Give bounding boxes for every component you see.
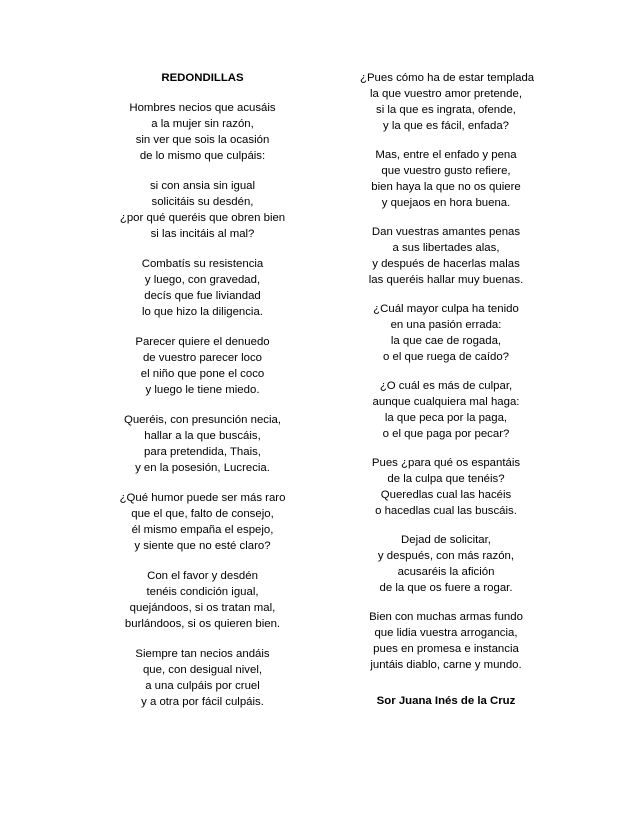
verse-line: ¿por qué queréis que obren bien — [119, 212, 286, 224]
verse-line: Pues ¿para qué os espantáis — [371, 457, 521, 469]
verse-line: y después, con más razón, — [377, 550, 515, 562]
left-stanza-list — [115, 100, 290, 710]
verse-line: acusaréis la afición — [397, 566, 495, 578]
left-column — [115, 70, 290, 710]
verse-line: y quejaos en hora buena. — [381, 197, 511, 209]
stanza — [360, 224, 532, 288]
verse-line: juntáis diablo, carne y mundo. — [370, 659, 522, 671]
verse-line: de la culpa que tenéis? — [387, 473, 505, 485]
stanza — [115, 490, 290, 554]
verse-line: a la mujer sin razón, — [151, 118, 254, 130]
stanza — [360, 147, 532, 211]
verse-line: y luego, con gravedad, — [144, 274, 261, 286]
verse-line: en una pasión errada: — [390, 319, 502, 331]
verse-line: Combatís su resistencia — [141, 258, 264, 270]
verse-line: de vuestro parecer loco — [142, 352, 263, 364]
verse-line: de lo mismo que culpáis: — [139, 150, 266, 162]
verse-line: tenéis condición igual, — [146, 586, 259, 598]
stanza — [360, 455, 532, 519]
verse-line: si la que es ingrata, ofende, — [376, 104, 516, 116]
verse-line: a una culpáis por cruel — [145, 680, 260, 692]
verse-line: quejándoos, si os tratan mal, — [129, 602, 276, 614]
verse-line: aunque cualquiera mal haga: — [372, 396, 520, 408]
verse-line: si con ansia sin igual — [149, 180, 256, 192]
stanza — [360, 70, 535, 134]
verse-line: que lidia vuestra arrogancia, — [374, 627, 518, 639]
verse-line: el niño que pone el coco — [140, 368, 265, 380]
verse-line: hallar a la que buscáis, — [144, 430, 261, 442]
verse-line: decís que fue liviandad — [144, 290, 261, 302]
verse-line: lo que hizo la diligencia. — [142, 306, 263, 318]
stanza — [115, 412, 290, 476]
stanza — [115, 100, 290, 164]
verse-line: pues en promesa e instancia — [373, 643, 519, 655]
verse-line: ¿Cuál mayor culpa ha tenido — [373, 303, 519, 315]
verse-line: y luego le tiene miedo. — [145, 384, 260, 396]
verse-line: Queréis, con presunción necia, — [123, 414, 282, 426]
stanza — [115, 178, 290, 242]
stanza — [360, 609, 532, 673]
verse-line: si las incitáis al mal? — [150, 228, 255, 240]
verse-line: o el que paga por pecar? — [382, 428, 510, 440]
right-stanza-list — [360, 70, 535, 673]
stanza — [115, 568, 290, 632]
verse-line: burlándoos, si os quieren bien. — [124, 618, 281, 630]
verse-line: Queredlas cual las hacéis — [380, 489, 512, 501]
verse-line: Parecer quiere el denuedo — [135, 336, 270, 348]
verse-line: que vuestro gusto refiere, — [381, 165, 511, 177]
verse-line: bien haya la que no os quiere — [371, 181, 521, 193]
verse-line: de la que os fuere a rogar. — [379, 582, 513, 594]
verse-line: él mismo empaña el espejo, — [131, 524, 274, 536]
verse-line: y a otra por fácil culpáis. — [141, 696, 264, 708]
verse-line: las queréis hallar muy buenas. — [368, 274, 524, 286]
verse-line: sin ver que sois la ocasión — [135, 134, 270, 146]
verse-line: a sus libertades alas, — [392, 242, 500, 254]
verse-line: ¿Qué humor puede ser más raro — [119, 492, 286, 504]
verse-line: Bien con muchas armas fundo — [369, 611, 523, 623]
verse-line: Dejad de solicitar, — [401, 534, 491, 546]
verse-line: y después de hacerlas malas — [372, 258, 520, 270]
verse-line: Siempre tan necios andáis — [135, 648, 270, 660]
verse-line: para pretendida, Thais, — [144, 446, 261, 458]
verse-line: Dan vuestras amantes penas — [371, 226, 521, 238]
right-column — [360, 70, 535, 709]
verse-line: la que cae de rogada, — [390, 335, 502, 347]
verse-line: la que peca por la paga, — [384, 412, 508, 424]
verse-line: o el que ruega de caído? — [382, 351, 510, 363]
verse-line: ¿Pues cómo ha de estar templada — [360, 72, 535, 84]
verse-line: Mas, entre el enfado y pena — [375, 149, 517, 161]
stanza — [115, 256, 290, 320]
stanza — [360, 378, 532, 442]
verse-line: Hombres necios que acusáis — [129, 102, 276, 114]
verse-line: y siente que no esté claro? — [134, 540, 271, 552]
verse-line: que el que, falto de consejo, — [131, 508, 274, 520]
stanza — [115, 646, 290, 710]
stanza — [360, 301, 532, 365]
verse-line: Con el favor y desdén — [147, 570, 258, 582]
verse-line: y en la posesión, Lucrecia. — [135, 462, 270, 474]
stanza — [115, 334, 290, 398]
poem-title: REDONDILLAS — [161, 72, 244, 84]
verse-line: la que vuestro amor pretende, — [370, 88, 522, 100]
verse-line: solicitáis su desdén, — [151, 196, 254, 208]
verse-line: ¿O cuál es más de culpar, — [379, 380, 513, 392]
stanza — [360, 532, 532, 596]
poem-author: Sor Juana Inés de la Cruz — [376, 695, 516, 707]
verse-line: y la que es fácil, enfada? — [382, 120, 509, 132]
verse-line: que, con desigual nivel, — [142, 664, 263, 676]
verse-line: o hacedlas cual las buscáis. — [375, 505, 517, 517]
